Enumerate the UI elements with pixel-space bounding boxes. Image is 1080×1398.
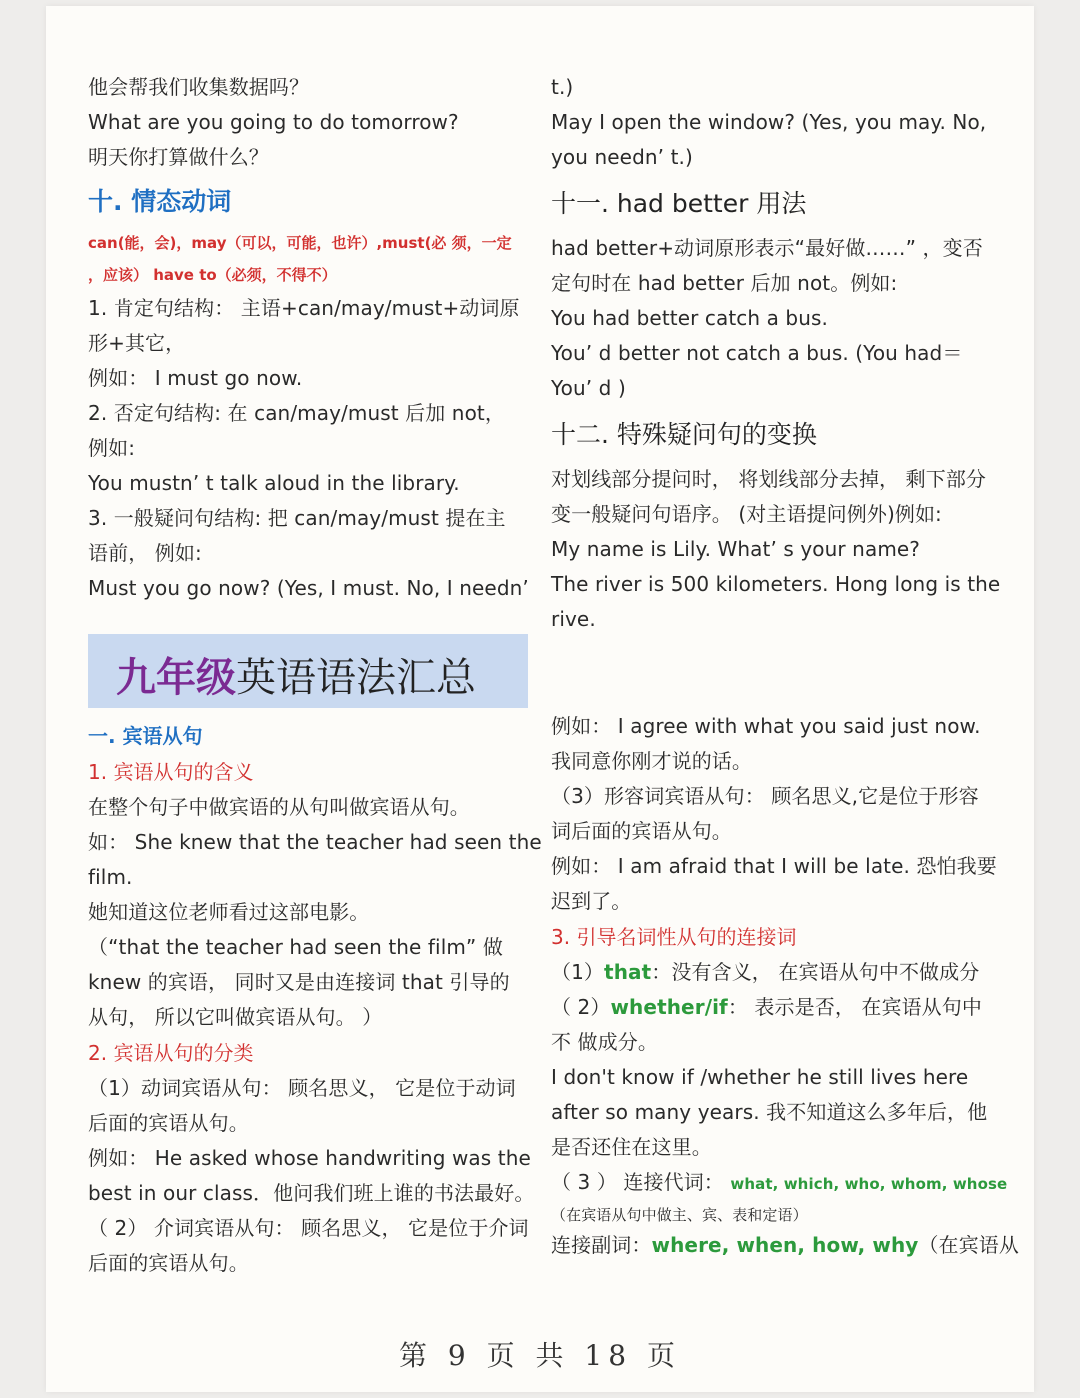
text-line: knew 的宾语， 同时又是由连接词 that 引导的 <box>88 970 510 994</box>
modal-verbs-list: ，应该） have to（必须，不得不） <box>88 266 337 284</box>
banner-subject: 英语语法汇总 <box>236 655 476 701</box>
text-line: 从句， 所以它叫做宾语从句。 ） <box>88 1005 383 1029</box>
text-line: 语前， 例如: <box>88 541 202 565</box>
subheading: 1. 宾语从句的含义 <box>88 760 254 784</box>
label: 连接副词： <box>551 1233 652 1257</box>
text-line: May I open the window? (Yes, you may. No, <box>551 110 987 134</box>
text-line: （3）形容词宾语从句： 顾名思义,它是位于形容 <box>551 784 979 808</box>
section-heading-modal-verbs: 十. 情态动词 <box>88 187 232 216</box>
keyword: that <box>604 960 652 984</box>
text-line: What are you going to do tomorrow? <box>88 110 459 134</box>
text-line: t.) <box>551 75 574 99</box>
banner-title <box>116 646 476 703</box>
text-line: You’ d ) <box>551 376 626 400</box>
text-line: you needn’ t.) <box>551 145 693 169</box>
text-line: 例如： I must go now. <box>88 366 303 390</box>
text-line: 变一般疑问句语序。 (对主语提问例外)例如: <box>551 502 942 526</box>
text-line: 我同意你刚才说的话。 <box>551 749 752 773</box>
text: （在宾语从 <box>918 1233 1019 1257</box>
label: （ 2） <box>551 995 611 1019</box>
section-heading-had-better: 十一. had better 用法 <box>551 189 807 218</box>
keyword: whether/if <box>610 995 728 1019</box>
text-line: 例如： I agree with what you said just now. <box>551 714 981 738</box>
text-line: 如： She knew that the teacher had seen the <box>88 830 542 854</box>
text-note: （在宾语从句中做主、宾、表和定语） <box>551 1206 808 1224</box>
text-line: 他会帮我们收集数据吗？ <box>88 75 310 99</box>
text-line: （ 2） 介词宾语从句： 顾名思义， 它是位于介词 <box>88 1216 529 1240</box>
text-line: 后面的宾语从句。 <box>88 1111 249 1135</box>
text-line: 例如: <box>88 436 136 460</box>
text-line: The river is 500 kilometers. Hong long is the <box>551 572 1001 596</box>
text-line: Must you go now? (Yes, I must. No, I needn’ <box>88 576 529 600</box>
section-heading-object-clause: 一. 宾语从句 <box>88 724 203 748</box>
text-line: after so many years. 我不知道这么多年后，他 <box>551 1100 988 1124</box>
text-line: （“that the teacher had seen the film” 做 <box>88 935 503 959</box>
text-line: 明天你打算做什么？ <box>88 145 269 169</box>
banner-grade: 九年级 <box>116 654 236 701</box>
text-line: 对划线部分提问时， 将划线部分去掉， 剩下部分 <box>551 467 987 491</box>
left-column <box>88 70 542 1281</box>
page-footer: 第 9 页 共 18 页 <box>399 1339 681 1372</box>
text-line: 不 做成分。 <box>551 1030 658 1054</box>
text: ： 表示是否， 在宾语从句中 <box>727 995 982 1019</box>
text-line <box>551 955 995 990</box>
text-line: 是否还住在这里。 <box>551 1135 712 1159</box>
subheading: 3. 引导名词性从句的连接词 <box>551 925 797 949</box>
title-banner <box>88 634 528 708</box>
text-line: You mustn’ t talk aloud in the library. <box>88 471 460 495</box>
text-line <box>551 990 995 1025</box>
modal-verbs-list: can(能，会)，may（可以，可能，也许）,must(必 须，一定 <box>88 234 512 252</box>
label: （ 3 ） 连接代词： <box>551 1170 724 1194</box>
text-line: best in our class．他问我们班上谁的书法最好。 <box>88 1181 535 1205</box>
text-line: My name is Lily. What’ s your name? <box>551 537 921 561</box>
text-line: 她知道这位老师看过这部电影。 <box>88 900 370 924</box>
text-line: I don't know if /whether he still lives here <box>551 1065 969 1089</box>
text-line <box>551 1165 1008 1202</box>
text-line: 词后面的宾语从句。 <box>551 819 732 843</box>
text-line: You had better catch a bus. <box>551 306 828 330</box>
text: ：没有含义， 在宾语从句中不做成分 <box>651 960 980 984</box>
text-line: 2. 否定句结构: 在 can/may/must 后加 not， <box>88 401 505 425</box>
label: （1） <box>551 960 605 984</box>
text-line: 例如： I am afraid that I will be late. 恐怕我要 <box>551 854 997 878</box>
text-line: You’ d better not catch a bus. (You had＝ <box>551 341 963 365</box>
text-line <box>551 1228 1019 1263</box>
text-line: 形+其它， <box>88 331 186 355</box>
text-line: 例如： He asked whose handwriting was the <box>88 1146 531 1170</box>
text-line: 定句时在 had better 后加 not。例如: <box>551 271 898 295</box>
right-column <box>551 70 1019 1263</box>
subheading: 2. 宾语从句的分类 <box>88 1041 254 1065</box>
text-line: 在整个句子中做宾语的从句叫做宾语从句。 <box>88 795 470 819</box>
text-line: film. <box>88 865 133 889</box>
text-line: （1）动词宾语从句： 顾名思义， 它是位于动词 <box>88 1076 516 1100</box>
text-line: 迟到了。 <box>551 889 632 913</box>
text-line: 3. 一般疑问句结构: 把 can/may/must 提在主 <box>88 506 506 530</box>
keyword: what, which, who, whom, whose <box>730 1175 1008 1193</box>
text-line: rive. <box>551 607 596 631</box>
text-line: 1. 肯定句结构： 主语+can/may/must+动词原 <box>88 296 520 320</box>
keyword: where, when, how, why <box>651 1233 919 1257</box>
text-line: had better+动词原形表示“最好做……” ，变否 <box>551 236 983 260</box>
section-heading-special-questions: 十二. 特殊疑问句的变换 <box>551 420 817 449</box>
text-line: 后面的宾语从句。 <box>88 1251 249 1275</box>
spacer <box>551 637 995 709</box>
